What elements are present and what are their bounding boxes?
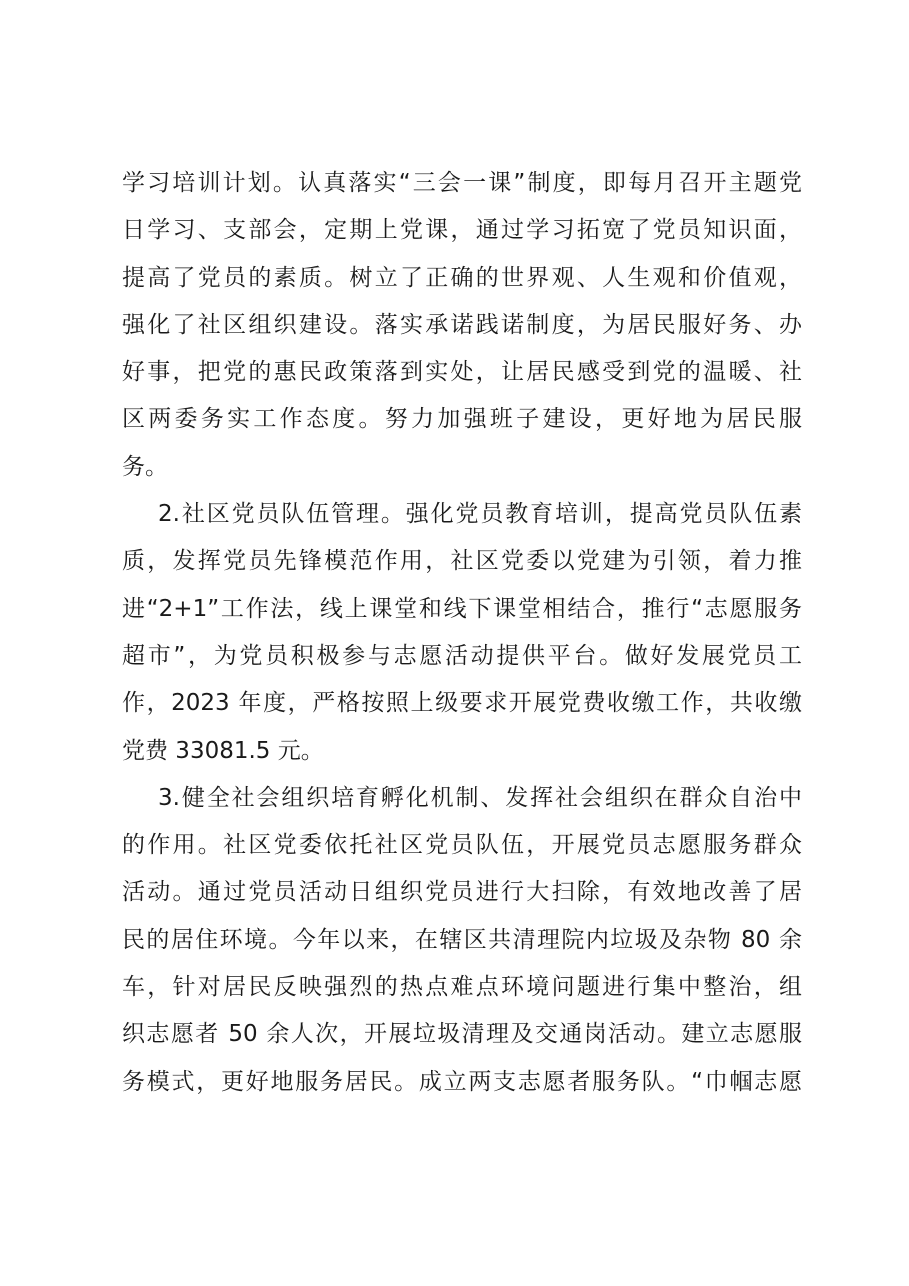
body-text: [122, 160, 802, 1106]
paragraph-1-line-4: 强化了社区组织建设。落实承诺践诺制度，为居民服好务、办: [122, 311, 802, 338]
paragraph-3-line-1: 3.健全社会组织培育孵化机制、发挥社会组织在群众自治中: [158, 784, 802, 811]
paragraph-1-line-1: 学习培训计划。认真落实“三会一课”制度，即每月召开主题党: [122, 170, 802, 196]
paragraph-3-line-5: 车，针对居民反映强烈的热点难点环境问题进行集中整治，组: [122, 974, 802, 1001]
paragraph-3-line-6: 织志愿者 50 余人次，开展垃圾清理及交通岗活动。建立志愿服: [122, 1021, 802, 1048]
paragraph-1-line-2: 日学习、支部会，定期上党课，通过学习拓宽了党员知识面，: [122, 217, 802, 244]
paragraph-1-line-5: 好事，把党的惠民政策落到实处，让居民感受到党的温暖、社: [122, 359, 802, 386]
paragraph-2-line-4: 超市”，为党员积极参与志愿活动提供平台。做好发展党员工: [122, 642, 802, 669]
paragraph-2-line-6: 党费 33081.5 元。: [122, 737, 324, 764]
paragraph-1-line-3: 提高了党员的素质。树立了正确的世界观、人生观和价值观，: [122, 264, 802, 291]
paragraph-3-line-7: 务模式，更好地服务居民。成立两支志愿者服务队。“巾帼志愿: [122, 1068, 802, 1095]
paragraph-3-line-2: 的作用。社区党委依托社区党员队伍，开展党员志愿服务群众: [122, 832, 802, 859]
paragraph-1-line-7: 务。: [122, 453, 168, 480]
paragraph-3-line-4: 民的居住环境。今年以来，在辖区共清理院内垃圾及杂物 80 余: [122, 926, 802, 953]
paragraph-2-line-1: 2.社区党员队伍管理。强化党员教育培训，提高党员队伍素: [158, 501, 802, 528]
paragraph-2-line-5: 作，2023 年度，严格按照上级要求开展党费收缴工作，共收缴: [122, 690, 802, 717]
paragraph-3-line-3: 活动。通过党员活动日组织党员进行大扫除，有效地改善了居: [122, 879, 802, 906]
paragraph-1-line-6: 区两委务实工作态度。努力加强班子建设，更好地为居民服: [122, 406, 802, 433]
paragraph-2-line-3: 进“2+1”工作法，线上课堂和线下课堂相结合，推行“志愿服务: [122, 595, 802, 622]
paragraph-2-line-2: 质，发挥党员先锋模范作用，社区党委以党建为引领，着力推: [122, 548, 802, 575]
